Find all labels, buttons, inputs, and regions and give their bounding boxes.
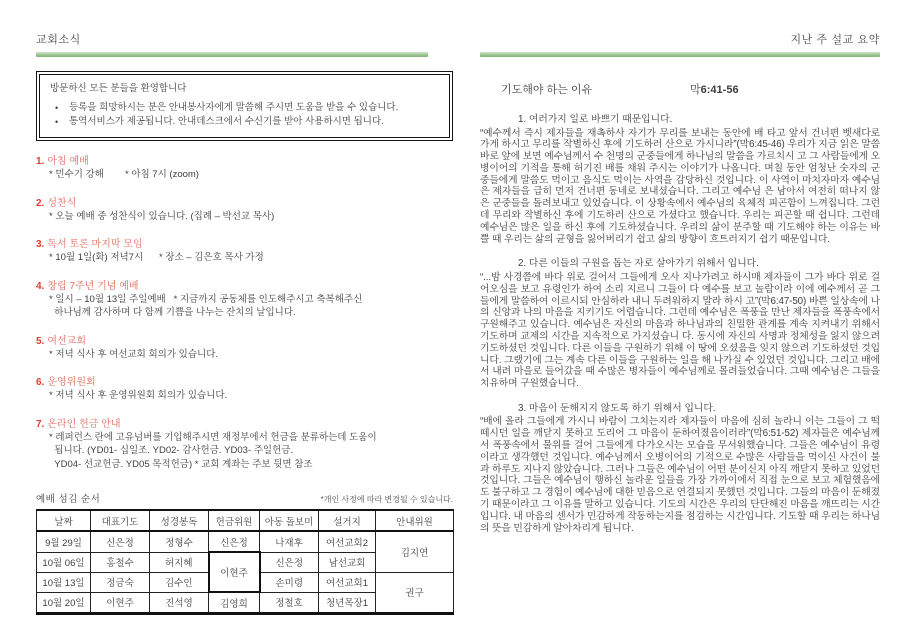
table-cell: 남선교회 xyxy=(319,552,376,572)
table-cell: 홍철수 xyxy=(91,552,150,572)
announcement-detail: 하나님께 감사하며 다 함께 기쁨을 나누는 잔치의 날입니다. xyxy=(49,307,296,318)
table-cell: 나재후 xyxy=(260,531,319,552)
announcement-number: 2. xyxy=(36,197,45,209)
col-header-childcare: 아동 돌보미 xyxy=(260,510,319,531)
table-cell: 진석영 xyxy=(150,592,209,614)
announcement-title: 성찬식 xyxy=(47,197,77,209)
table-cell: 10월 13일 xyxy=(37,572,91,592)
table-cell: 여선교회2 xyxy=(319,531,376,552)
table-cell: 청년목장1 xyxy=(319,592,376,614)
announcement-number: 5. xyxy=(36,335,45,347)
col-header-reading: 성경봉독 xyxy=(150,510,209,531)
bullet-icon: • xyxy=(55,103,59,113)
col-header-dishes: 설거지 xyxy=(319,510,376,531)
announcement-heading xyxy=(36,335,453,348)
schedule-caption: 예배 섬김 순서 xyxy=(36,494,101,505)
serving-schedule xyxy=(36,491,453,615)
sermon-point-heading: 3. 마음이 둔해지지 않도록 하기 위해서 입니다. xyxy=(518,402,716,414)
table-cell: 9월 29일 xyxy=(37,531,91,552)
schedule-table xyxy=(36,509,454,615)
table-cell-merged: 김지연 xyxy=(376,531,454,572)
church-news-column xyxy=(36,34,453,615)
announcement-detail: * 10월 1일(화) 저녁7시 * 장소 – 김은호 목사 가정 xyxy=(49,252,264,263)
col-header-offering: 헌금위원 xyxy=(209,510,260,531)
announcement-detail: * 오늘 예배 중 성찬식이 있습니다. (집례 – 박선교 목사) xyxy=(49,210,275,222)
announcement-item xyxy=(36,376,453,403)
announcement-detail: 됩니다. (YD01- 십일조. YD02- 감사헌금. YD03- 주일헌금. xyxy=(49,445,294,456)
sermon-point-body: “...밤 사경쯤에 바다 위로 걸어서 그들에게 오사 지나가려고 하시매 제자들이 그가 바다 위로 걸어오심을 보고 유령인가 하여 소리 지르니 그들이 다 예수를 보고 놀람이라 이에 예수께서 곧 그들에게 말씀하여 이르시되 안심하라 내니 두려워하지 말라 하시 고”(막6:47-50) 바쁜 일상속에 나의 신앙과 나의 마음을 지키기도 어렵습니다. 그런데 예수님은 폭풍을 만난 제자들을 폭풍속에서 구원해주고 있습니다. 예수님은 자신의 마음과 하나님과의 친밀한 관계를 계속 지켜내기 위해서 기도하며 교제의 시간을 지속적으로 가지셨습니 다. 동시에 자신의 사명과 정체성을 잃지 않으려 기도하셨던 것입니다. 다른 이들을 구원하기 위해 이 땅에 오셨음을 잊지 않으려 기도하셨던 것입니다. 그랬기에 그는 계속 다른 이들을 구원하는 일을 해 나가실 수 있었던 것입니다. 그리고 배에서 내려 마을로 들어갔을 때 수많은 병자들이 예수님께로 몰려들었습니다. 그때 예수님은 그들을 치유하며 구원했습니다. xyxy=(480,271,880,390)
announcement-heading xyxy=(36,155,453,168)
col-header-prayer: 대표기도 xyxy=(91,510,150,531)
welcome-bullet-text: 통역서비스가 제공됩니다. 안내데스크에서 수신기를 받아 사용하시면 됩니다. xyxy=(69,116,384,127)
sermon-point-heading: 1. 여러가지 일로 바쁘기 때문입니다. xyxy=(518,114,673,125)
welcome-bullet xyxy=(50,101,439,115)
welcome-title: 방문하신 모든 분들을 환영합니다 xyxy=(50,83,187,94)
right-section-title: 지난 주 설교 요약 xyxy=(790,34,880,46)
announcement-number: 1. xyxy=(36,156,45,167)
announcement-detail: YD04- 선교헌금. YD05 목적헌금) * 교회 계좌는 주보 뒷면 참조 xyxy=(49,458,313,470)
announcement-heading xyxy=(36,197,453,210)
announcement-number: 6. xyxy=(36,377,45,388)
schedule-note: *개인 사정에 따라 변경될 수 있습니다. xyxy=(320,495,453,504)
table-cell: 10월 20일 xyxy=(37,592,91,614)
green-divider-left xyxy=(36,52,428,57)
announcement-heading xyxy=(36,376,453,389)
table-cell-merged: 권구 xyxy=(376,572,454,614)
welcome-bullet-text: 등록을 희망하시는 분은 안내봉사자에게 말씀해 주시면 도움을 받을 수 있습니다. xyxy=(69,102,399,113)
col-header-usher: 안내위원 xyxy=(376,510,454,531)
announcement-item xyxy=(36,280,453,320)
bullet-icon: • xyxy=(55,117,59,127)
sermon-point-heading: 2. 다른 이들의 구원을 돕는 자로 살아가기 위해서 입니다. xyxy=(518,258,759,270)
announcement-detail: * 민수기 강해 * 아침 7시 (zoom) xyxy=(49,169,199,180)
sermon-section xyxy=(480,258,880,389)
left-section-title: 교회소식 xyxy=(36,34,81,46)
green-divider-right xyxy=(480,52,880,57)
scripture-book: 막 xyxy=(690,84,701,96)
table-cell: 손미령 xyxy=(260,572,319,592)
announcement-heading xyxy=(36,418,453,431)
table-header-row xyxy=(37,510,454,531)
sermon-title: 기도해야 하는 이유 xyxy=(501,84,593,96)
sermon-point-body: “배에 올라 그들에게 가시니 바람이 그치는지라 제자들이 마음에 심히 놀라니 이는 그들이 그 떡 떼시던 일을 깨닫지 못하고 도리어 그 마음이 둔하여졌음이러라”(막6:51-52) 제자들은 예수님께서 폭풍속에서 물위를 걸어 그들에게 다가오시는 모습을 무서워했습니다. 그들은 예수님이 유령이라고 생각했던 것입니다. 예수님께서 오병이어의 기적으로 수많은 사람들을 먹이신 사건이 불과 하루도 지나지 않았습니다. 그러나 그들은 예수님이 어떤 분이신지 아직 깨닫지 못하고 있었던 것입니다. 그들은 예수님이 행하신 놀라운 일들을 가장 가까이에서 직접 눈으로 보고 체험했음에도 불구하고 그 경험이 예수님에 대한 믿음으로 연결되지 못했던 것입니다. 그들의 마음이 둔해졌기 때문이라고 그 이유를 말하고 있습니다. 기도의 시간은 우리의 단단해진 마음을 깨뜨리는 시간입니다. 내 마음의 센서가 민감하게 작동하는지를 점검하는 시간입니다. 기도할 때 우리는 하나님의 뜻을 민감하게 알아차리게 됩니다. xyxy=(480,416,880,534)
announcement-title: 창립 7주년 기념 예배 xyxy=(47,280,139,292)
table-cell: 정철호 xyxy=(260,592,319,614)
announcement-title: 운영위원회 xyxy=(47,377,96,388)
table-cell: 신은정 xyxy=(260,552,319,572)
announcement-detail: * 저녁 식사 후 여선교회 회의가 있습니다. xyxy=(49,348,219,360)
announcement-title: 온라인 헌금 안내 xyxy=(47,418,121,430)
table-cell: 신은정 xyxy=(209,531,260,552)
announcement-heading xyxy=(36,280,453,293)
announcement-list xyxy=(36,155,453,471)
announcement-heading xyxy=(36,238,453,251)
announcement-title: 아침 예배 xyxy=(47,156,89,167)
announcement-item xyxy=(36,238,453,265)
table-cell: 정금숙 xyxy=(91,572,150,592)
announcement-item xyxy=(36,197,453,224)
sermon-sections xyxy=(480,114,880,534)
welcome-bullet xyxy=(50,115,439,129)
table-cell: 허지혜 xyxy=(150,552,209,572)
table-row xyxy=(37,531,454,552)
sermon-summary-column xyxy=(480,34,880,547)
sermon-section xyxy=(480,114,880,245)
sermon-point-body: “예수께서 즉시 제자들을 재촉하사 자기가 무리를 보내는 동안에 배 타고 앞서 건너편 벳새다로 가게 하시고 무리를 작별하신 후에 기도하러 산으로 가시니라”(막6:45-46) 우리가 지금 읽은 말씀 바로 앞에 보면 예수님께서 수 천명의 군중들에게 하나님의 말씀을 가르치시 고 그 사람들에게 오병이어의 기적을 통해 허기진 배를 채워 주시는 이야기가 나옵니다. 며칠 동안 엄청난 숫자의 군중들에게 말씀도 먹이고 음식도 먹이는 사역을 감당하신 것입니다. 이 사역이 마치자마자 예수님은 제자들을 급히 먼저 건너편 동네로 보내셨습니다. 그리고 예수님 은 남아서 여전히 떠나지 않은 군중들을 돌려보내고 있었습니다. 이 상황속에서 예수님의 육체적 피곤함이 느껴집니다. 그런데 무리와 작별하신 후에 기도하러 산으로 가셨다고 했습니다. 우리는 피곤할 때 쉽니다. 그런데 예수님은 많은 일을 하신 후에 기도하셨습니다. 우리의 삶이 분주할 때 기도해야 하는 이유는 바쁠 때 우리는 삶의 균형을 잃어버리기 쉽고 삶의 방향이 흐트러지기 쉽기 때문입니다. xyxy=(480,127,880,245)
announcement-title: 독서 토론 마지막 모임 xyxy=(47,239,143,250)
announcement-item xyxy=(36,418,453,472)
table-cell: 정형수 xyxy=(150,531,209,552)
announcement-item xyxy=(36,155,453,182)
announcement-detail: * 저녁 식사 후 운영위원회 회의가 있습니다. xyxy=(49,390,228,401)
scripture-reference xyxy=(690,84,739,97)
announcement-number: 4. xyxy=(36,280,45,292)
announcement-number: 3. xyxy=(36,239,45,250)
table-cell: 이현주 xyxy=(91,592,150,614)
table-cell: 김수인 xyxy=(150,572,209,592)
announcement-detail: * 일시 – 10월 13일 주일예배 * 지금까지 공동체를 인도해주시고 축복해주신 xyxy=(49,293,363,305)
table-cell: 여선교회1 xyxy=(319,572,376,592)
col-header-date: 날짜 xyxy=(37,510,91,531)
schedule-caption-row xyxy=(36,491,453,505)
sermon-section xyxy=(480,403,880,534)
table-cell: 김영희 xyxy=(209,592,260,614)
announcement-title: 여선교회 xyxy=(47,335,86,347)
table-cell: 10월 06일 xyxy=(37,552,91,572)
announcement-detail: * 레퍼런스 란에 고유넘버를 기입해주시면 재정부에서 헌금을 분류하는데 도움이 xyxy=(49,431,377,443)
announcement-item xyxy=(36,335,453,362)
welcome-box xyxy=(36,71,453,141)
table-cell: 신은정 xyxy=(91,531,150,552)
announcement-number: 7. xyxy=(36,418,45,430)
sermon-title-row xyxy=(480,84,880,97)
scripture-verses: 6:41-56 xyxy=(700,84,739,96)
table-cell-merged: 이현주 xyxy=(209,552,260,592)
